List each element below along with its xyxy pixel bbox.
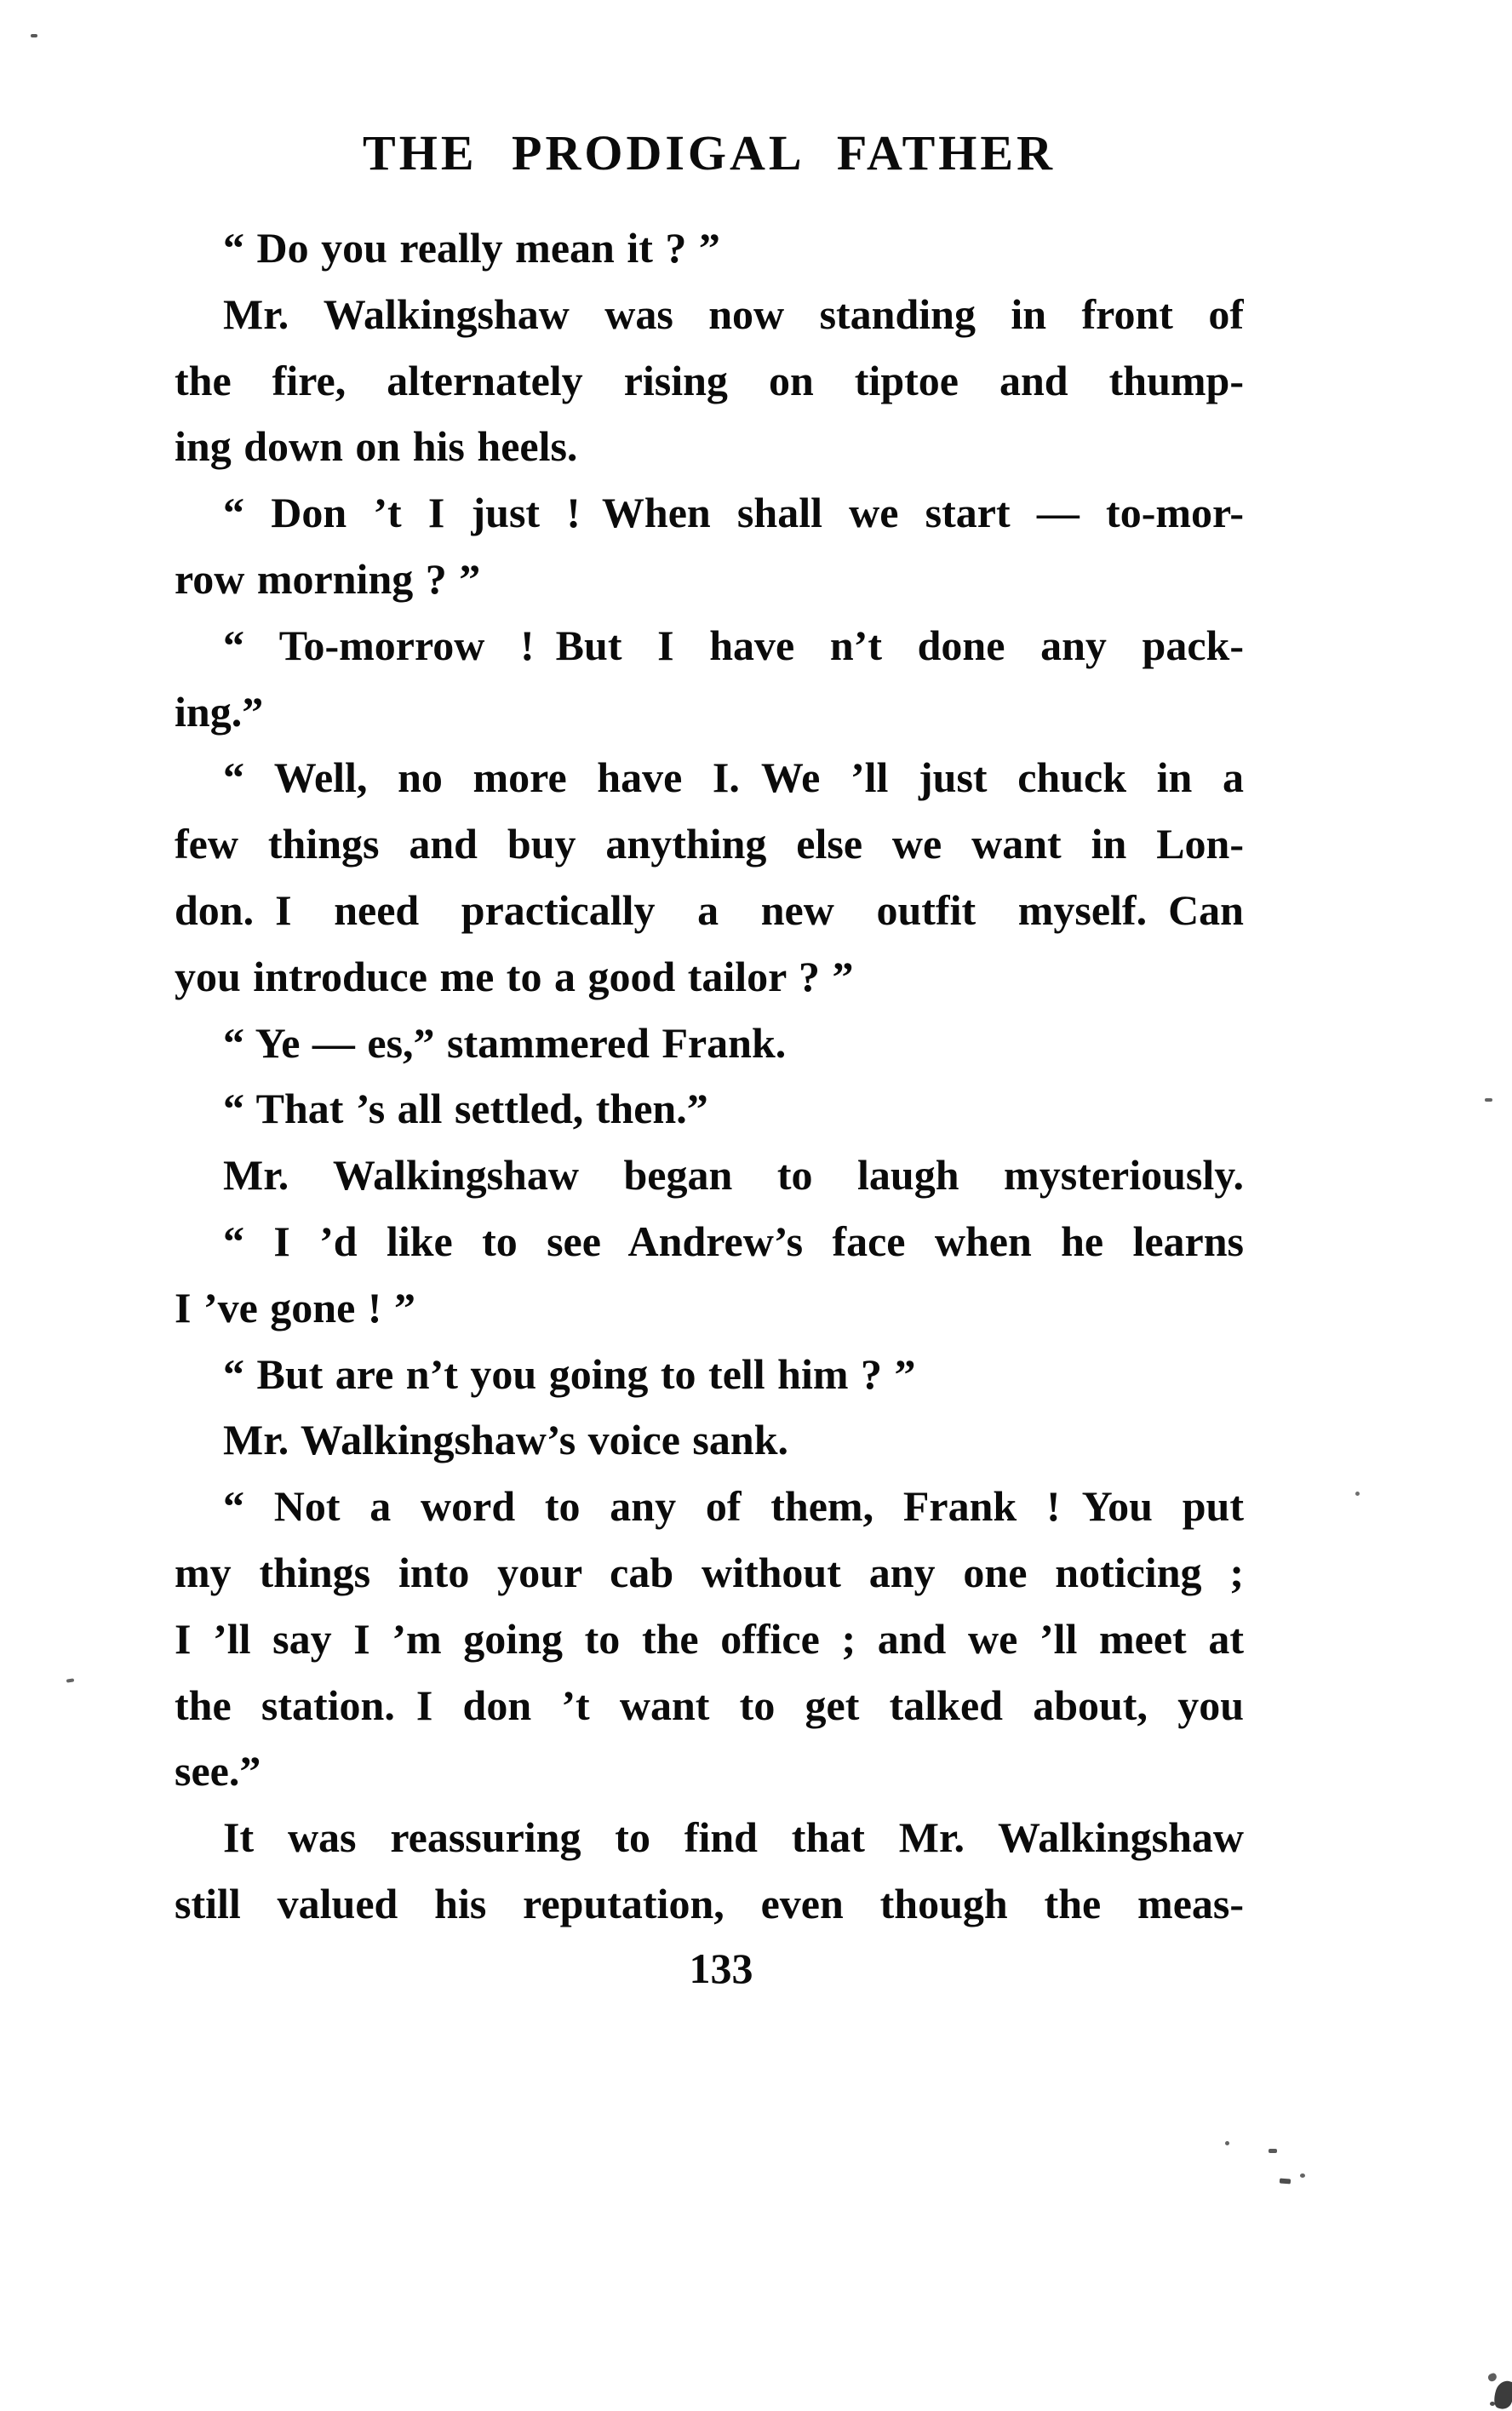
text-line: “ To-morrow ! But I have n’t done any pack- (223, 621, 1244, 669)
text-line: I ’ll say I ’m going to the office ; and we ’ll meet at (175, 1614, 1244, 1663)
text-line: “ Don ’t I just ! When shall we start — to-mor- (223, 489, 1244, 537)
corner-ink-smudge (1487, 2373, 1498, 2383)
text-line: Mr. Walkingshaw began to laugh mysteriously. (223, 1151, 1244, 1200)
text-line: ing.” (175, 687, 264, 736)
body-text (175, 215, 1244, 1938)
text-line: row morning ? ” (175, 554, 481, 603)
text-line: I ’ve gone ! ” (175, 1283, 415, 1331)
ink-speck (31, 34, 37, 37)
text-line: “ Well, no more have I. We ’ll just chuck in a (223, 753, 1244, 802)
text-line: few things and buy anything else we want in Lon- (175, 820, 1244, 868)
text-line: don. I need practically a new outfit myself. Can (175, 885, 1244, 934)
text-line: “ Ye — es,” stammered Frank. (223, 1018, 787, 1067)
text-line: “ But are n’t you going to tell him ? ” (223, 1349, 916, 1398)
text-line: Mr. Walkingshaw’s voice sank. (223, 1416, 789, 1464)
ink-speck (1269, 2149, 1277, 2153)
text-line: “ I ’d like to see Andrew’s face when he learns (223, 1217, 1244, 1265)
text-line: “ Do you really mean it ? ” (223, 224, 720, 272)
ink-speck (1280, 2179, 1291, 2185)
ink-speck (1225, 2141, 1229, 2145)
corner-ink-smudge (1491, 2378, 1512, 2411)
ink-speck (1355, 1492, 1360, 1496)
text-line: Mr. Walkingshaw was now standing in front of (223, 289, 1244, 338)
text-line: “ That ’s all settled, then.” (223, 1085, 708, 1133)
ink-speck (1485, 1098, 1492, 1102)
text-line: the fire, alternately rising on tiptoe and thump- (175, 356, 1244, 404)
text-line: “ Not a word to any of them, Frank ! You put (223, 1482, 1244, 1531)
text-line: It was reassuring to find that Mr. Walkingshaw (223, 1813, 1244, 1862)
text-line: ing down on his heels. (175, 422, 578, 471)
ink-speck (66, 1678, 74, 1682)
ink-speck (1300, 2173, 1305, 2178)
page-number: 133 (689, 1944, 753, 1992)
text-line: my things into your cab without any one noticing ; (175, 1548, 1244, 1596)
running-header: THE PRODIGAL FATHER (363, 125, 1056, 180)
text-line: still valued his reputation, even though the meas- (175, 1879, 1244, 1927)
text-line: you introduce me to a good tailor ? ” (175, 952, 854, 1000)
text-line: the station. I don ’t want to get talked about, you (175, 1681, 1244, 1729)
text-line: see.” (175, 1747, 261, 1795)
